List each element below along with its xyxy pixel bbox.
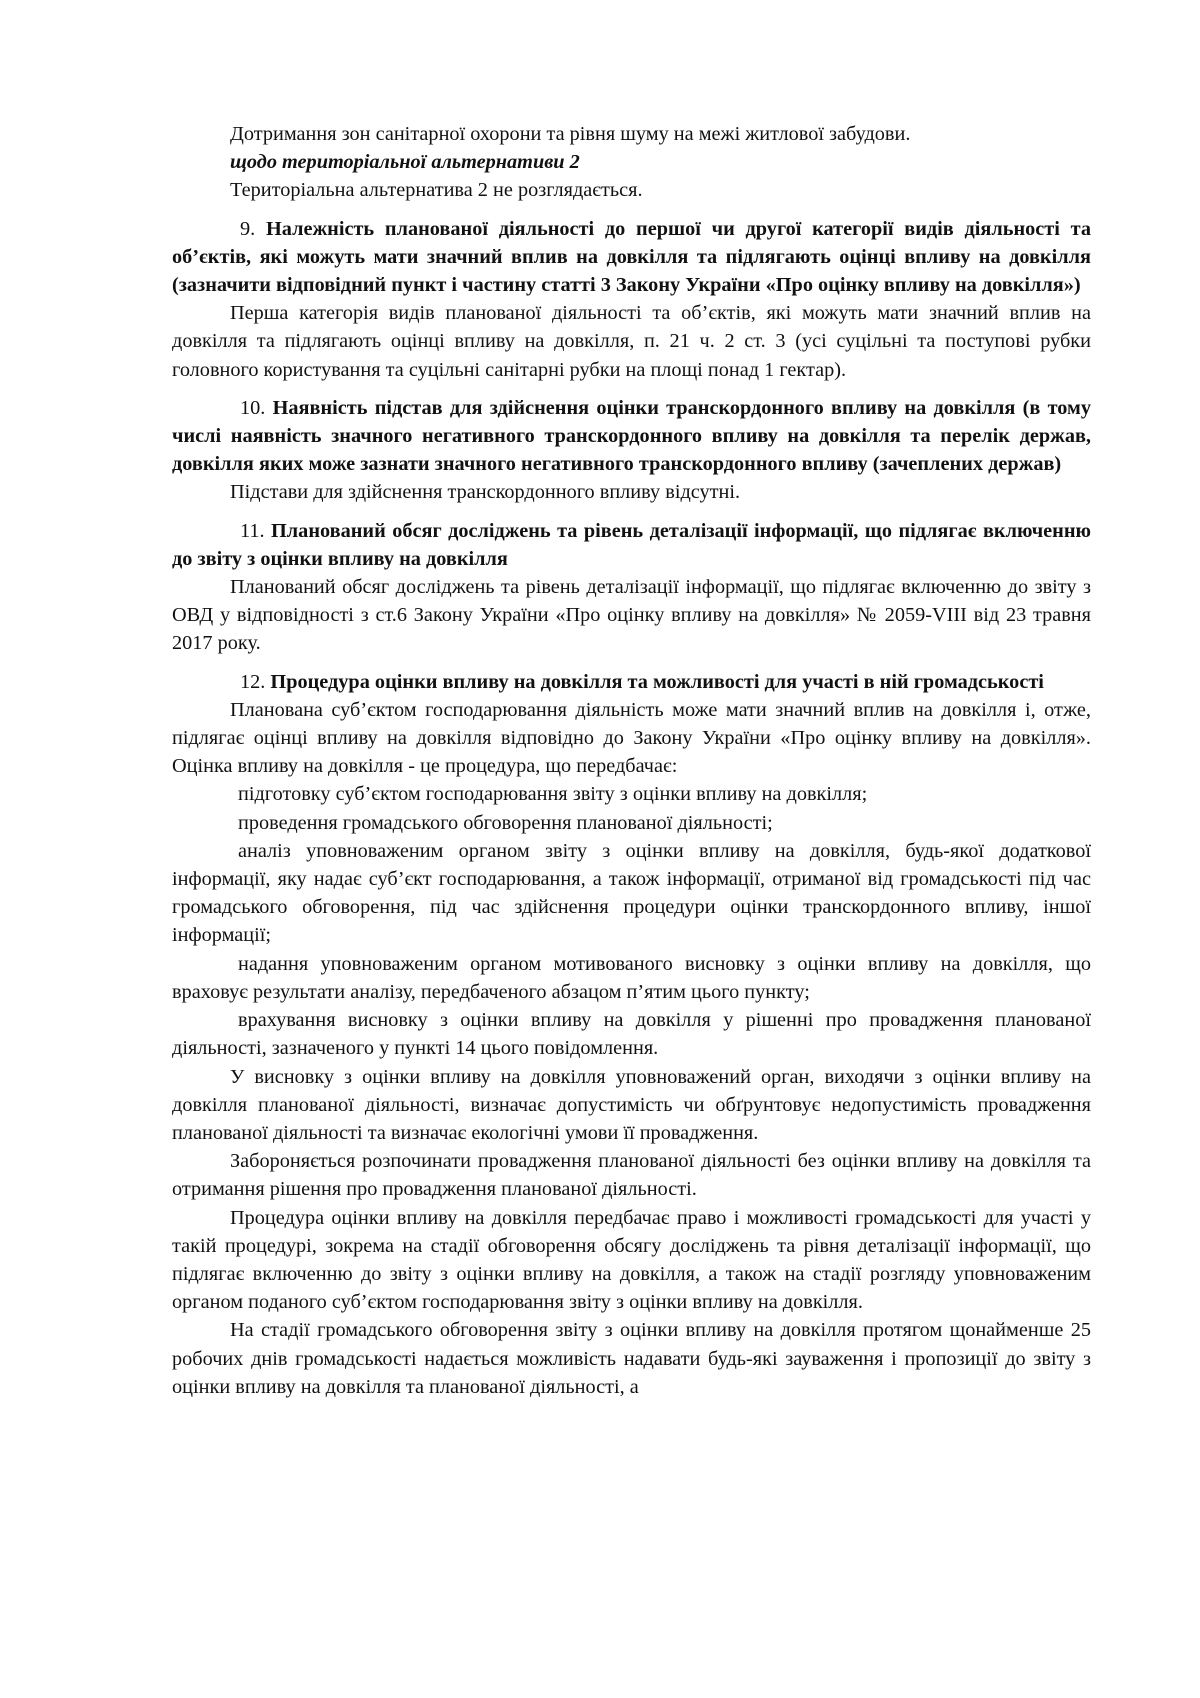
section-12-paragraph-5: На стадії громадського обговорення звіту з оцінки впливу на довкілля протягом щонайменше 25 робочих днів громадськості надається можливість надавати будь-які зауваження і пропозиції до звіту з оцінки впливу на довкілля та планованої діяльності, а	[172, 1319, 1091, 1398]
section-10-text: Підстави для здійснення транскордонного впливу відсутні.	[230, 481, 741, 504]
section-12-number: 12.	[240, 670, 271, 693]
section-12-list-item: підготовку суб’єктом господарювання звіту з оцінки впливу на довкілля;	[238, 783, 868, 806]
section-11-text: Планований обсяг досліджень та рівень деталізації інформації, що підлягає включенню до звіту з ОВД у відповідності з ст.6 Закону України «Про оцінку впливу на довкілля» № 2059-VIII від 23 травня 2017 року.	[172, 576, 1091, 655]
section-10-heading	[172, 394, 1091, 479]
section-11-number: 11.	[240, 519, 272, 542]
section-10-title: Наявність підстав для здійснення оцінки транскордонного впливу на довкілля (в тому числі наявність значного негативного транскордонного впливу на довкілля та перелік держав, довкілля яких може зазнати значного негативного транскордонного впливу (зачеплених держав)	[172, 396, 1091, 476]
section-12-list-item: аналіз уповноваженим органом звіту з оцінки впливу на довкілля, будь-якої додаткової інформації, яку надає суб’єкт господарювання, а також інформації, отриманої від громадськості під час громадського обговорення, під час здійснення процедури оцінки транскордонного впливу, іншої інформації;	[172, 839, 1091, 947]
section-12-paragraph-3: Забороняється розпочинати провадження планованої діяльності без оцінки впливу на довкілля та отримання рішення про провадження планованої діяльності.	[172, 1150, 1091, 1201]
section-12-list-item: надання уповноваженим органом мотивованого висновку з оцінки впливу на довкілля, що враховує результати аналізу, передбаченого абзацом п’ятим цього пункту;	[172, 952, 1091, 1003]
section-10-number: 10.	[240, 396, 273, 419]
section-11-title: Планований обсяг досліджень та рівень деталізації інформації, що підлягає включенню до звіту з оцінки впливу на довкілля	[172, 519, 1091, 570]
section-12-list-item: врахування висновку з оцінки впливу на довкілля у рішенні про провадження планованої діяльності, зазначеного у пункті 14 цього повідомлення.	[172, 1009, 1091, 1060]
section-9-text: Перша категорія видів планованої діяльності та об’єктів, які можуть мати значний вплив на довкілля та підлягають оцінці впливу на довкілля, п. 21 ч. 2 ст. 3 (усі суцільні та поступові рубки головного користування та суцільні санітарні рубки на площі понад 1 гектар).	[172, 302, 1091, 381]
section-12-heading	[172, 668, 1091, 696]
section-12-paragraph-4: Процедура оцінки впливу на довкілля передбачає право і можливості громадськості для участі у такій процедурі, зокрема на стадії обговорення обсягу досліджень та рівня деталізації інформації, що підлягає включенню до звіту з оцінки впливу на довкілля, а також на стадії розгляду уповноваженим органом поданого суб’єктом господарювання звіту з оцінки впливу на довкілля.	[172, 1206, 1091, 1314]
intro-line: Дотримання зон санітарної охорони та рівня шуму на межі житлової забудови.	[230, 123, 911, 145]
section-12-title: Процедура оцінки впливу на довкілля та можливості для участі в ній громадськості	[270, 670, 1044, 693]
section-12-paragraph-1: Планована суб’єктом господарювання діяльність може мати значний вплив на довкілля і, отже, підлягає оцінці впливу на довкілля відповідно до Закону України «Про оцінку впливу на довкілля». Оцінка впливу на довкілля - це процедура, що передбачає:	[172, 698, 1091, 778]
section-12-list-item: проведення громадського обговорення планованої діяльності;	[238, 811, 773, 834]
alternative-2-text: Територіальна альтернатива 2 не розглядається.	[230, 179, 643, 202]
section-11-heading	[172, 517, 1091, 573]
section-9-title: Належність планованої діяльності до першої чи другої категорії видів діяльності та об’єктів, які можуть мати значний вплив на довкілля та підлягають оцінці впливу на довкілля (зазначити відповідний пункт і частину статті 3 Закону України «Про оцінку впливу на довкілля»)	[172, 217, 1092, 297]
alternative-2-heading: щодо територіальної альтернативи 2	[230, 151, 580, 174]
section-12-paragraph-2: У висновку з оцінки впливу на довкілля уповноважений орган, виходячи з оцінки впливу на довкілля планованої діяльності, визначає допустимість чи обґрунтовує недопустимість провадження планованої діяльності та визначає екологічні умови її провадження.	[172, 1065, 1091, 1144]
section-9-number: 9.	[240, 217, 266, 240]
section-9-heading	[172, 215, 1091, 300]
